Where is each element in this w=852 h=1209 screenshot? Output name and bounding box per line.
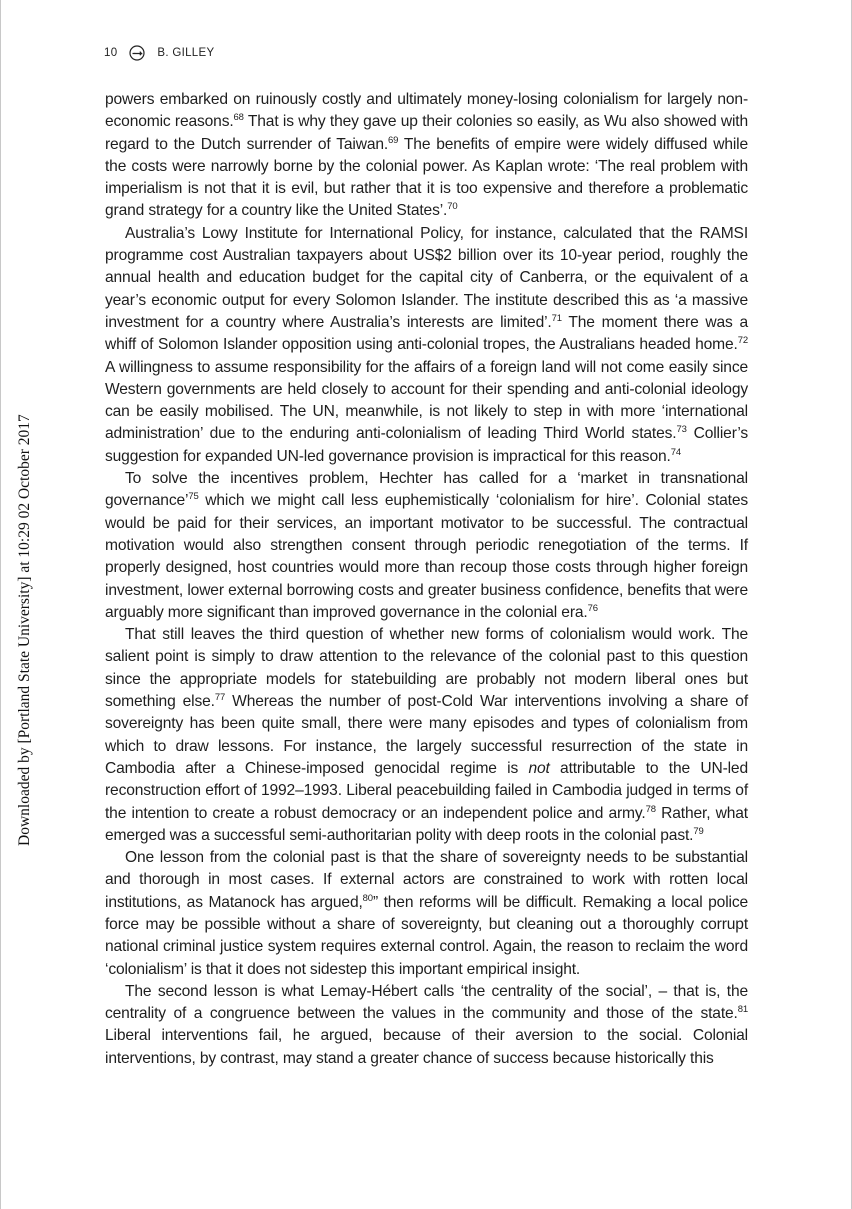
paragraph-text: Rather, what emerged was a successful semi-authoritarian polity with deep roots in the colonial past. bbox=[105, 804, 748, 844]
paragraph-text: attributable to the UN-led reconstruction effort of 1992–1993. Liberal peacebuilding failed in Cambodia judged in terms of the intention to create a robust democracy or an independent police and army. bbox=[105, 759, 748, 822]
paragraph-text: Australia’s Lowy Institute for International Policy, for instance, calculated that the RAMSI programme cost Australian taxpayers about US$2 billion over its 10-year period, roughly the annual health and education budget for the capital city of Canberra, or the equivalent of a year’s economic output for every Solomon Islander. The institute described this as ‘a massive investment for a country where Australia’s interests are limited’. bbox=[105, 224, 748, 331]
paragraph-text: which we might call less euphemistically ‘colonialism for hire’. Colonial states would be paid for their services, an important motivator to be successful. The contractual motivation would also strengthen consent through periodic renegotiation of the terms. If properly designed, host countries would more than recoup those costs through higher foreign investment, lower external borrowing costs and greater business confidence, benefits that were arguably more significant than improved governance in the colonial era. bbox=[105, 492, 748, 621]
body-paragraph bbox=[105, 89, 748, 223]
paragraph-text: The benefits of empire were widely diffused while the costs were narrowly borne by the colonial power. As Kaplan wrote: ‘The real problem with imperialism is not that it is evil, but rather that it is too expensive and therefore a problematic grand strategy for a country like the United States’. bbox=[105, 135, 748, 220]
footnote-reference: 78 bbox=[645, 803, 656, 815]
footnote-reference: 71 bbox=[551, 312, 562, 324]
footnote-reference: 70 bbox=[447, 201, 458, 213]
paragraph-text: ” then reforms will be difficult. Remaking a local police force may be possible without a share of sovereignty, but cleaning out a thoroughly corrupt national criminal justice system requires external control. Again, the reason to reclaim the word ‘colonialism’ is that it does not sidestep this important empirical insight. bbox=[105, 893, 748, 978]
paragraph-text: Liberal interventions fail, he argued, because of their aversion to the social. Colonial interventions, by contrast, may stand a greater chance of success because historically this bbox=[105, 1027, 748, 1067]
emphasized-text: not bbox=[528, 759, 550, 777]
article-body bbox=[105, 89, 748, 1070]
footnote-reference: 79 bbox=[693, 825, 704, 837]
page-edge-left bbox=[0, 0, 1, 1209]
download-notice-text: Downloaded by [Portland State University] at 10:29 02 October 2017 bbox=[16, 414, 33, 846]
footnote-reference: 68 bbox=[233, 112, 244, 124]
paragraph-text: That still leaves the third question of whether new forms of colonialism would work. The salient point is simply to draw attention to the relevance of the colonial past to this question since the appropriate models for statebuilding are probably not modern liberal ones but something else. bbox=[105, 626, 748, 711]
running-header bbox=[104, 44, 214, 62]
body-paragraph bbox=[105, 981, 748, 1070]
footnote-reference: 72 bbox=[737, 335, 748, 347]
footnote-reference: 77 bbox=[214, 691, 226, 703]
footnote-reference: 76 bbox=[587, 602, 598, 614]
paragraph-text: A willingness to assume responsibility for the affairs of a foreign land will not come easily since Western governments are held closely to account for their spending and anti-colonial ideology can be easily mobilised. The UN, meanwhile, is not likely to step in with more ‘international administration’ due to the enduring anti-colonialism of leading Third World states. bbox=[105, 358, 748, 443]
paragraph-text: To solve the incentives problem, Hechter has called for a ‘market in transnational governance’ bbox=[105, 470, 748, 510]
body-paragraph bbox=[105, 624, 748, 847]
paragraph-text: That is why they gave up their colonies so easily, as Wu also showed with regard to the Dutch surrender of Taiwan. bbox=[105, 113, 748, 153]
footnote-reference: 81 bbox=[737, 1003, 748, 1015]
paragraph-text: The second lesson is what Lemay-Hébert calls ‘the centrality of the social’, – that is, the centrality of a congruence between the values in the community and those of the state. bbox=[105, 982, 748, 1023]
body-paragraph bbox=[105, 468, 748, 624]
footnote-reference: 80 bbox=[362, 892, 373, 904]
page-number: 10 bbox=[104, 47, 118, 59]
footnote-reference: 73 bbox=[676, 424, 687, 436]
footnote-reference: 69 bbox=[388, 134, 399, 146]
paragraph-text: Whereas the number of post-Cold War interventions involving a share of sovereignty has been quite small, there were many episodes and types of colonialism from which to draw lessons. For instance, the largely successful resurrection of the state in Cambodia after a Chinese-imposed genocidal regime is bbox=[105, 693, 748, 777]
body-paragraph bbox=[105, 847, 748, 981]
paragraph-text: Collier’s suggestion for expanded UN-led governance provision is impractical for this reason. bbox=[105, 425, 749, 465]
running-header-author: B. GILLEY bbox=[157, 47, 215, 59]
paragraph-text: One lesson from the colonial past is that the share of sovereignty needs to be substantial and thorough in most cases. If external actors are constrained to work with rotten local institutions, as Matanock has argued, bbox=[105, 849, 748, 911]
publisher-logo-icon bbox=[129, 45, 145, 61]
body-paragraph bbox=[105, 223, 748, 468]
paragraph-text: The moment there was a whiff of Solomon Islander opposition using anti-colonial tropes, the Australians headed home. bbox=[105, 313, 748, 354]
paragraph-text: powers embarked on ruinously costly and ultimately money-losing colonialism for largely non-economic reasons. bbox=[105, 91, 748, 131]
footnote-reference: 75 bbox=[188, 491, 199, 503]
footnote-reference: 74 bbox=[670, 446, 681, 458]
